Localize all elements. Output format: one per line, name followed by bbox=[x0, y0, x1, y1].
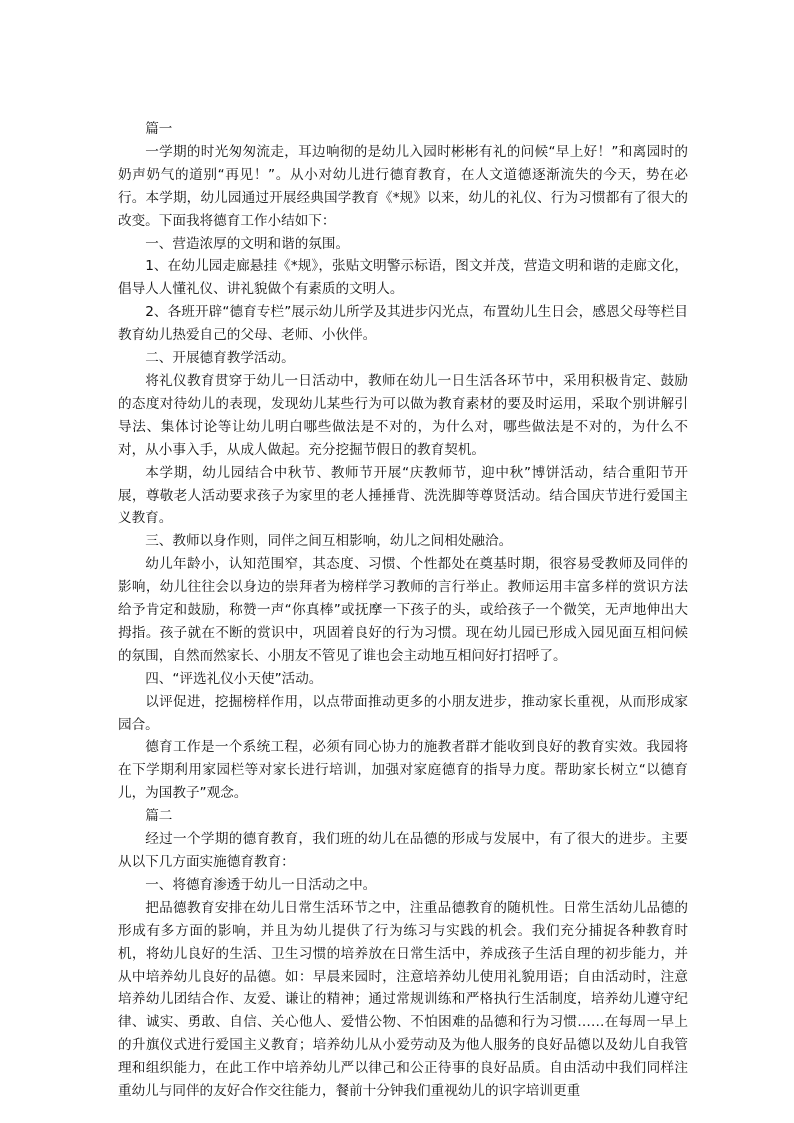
paragraph: 1、在幼儿园走廊悬挂《*规》，张贴文明警示标语，图文并茂，营造文明和谐的走廊文化，倡导人人懂礼仪、讲礼貌做个有素质的文明人。 bbox=[118, 258, 688, 298]
paragraph: 幼儿年龄小，认知范围窄，其态度、习惯、个性都处在奠基时期，很容易受教师及同伴的影响，幼儿往往会以身边的崇拜者为榜样学习教师的言行举止。教师运用丰富多样的赏识方法给予肯定和鼓励，称赞一声“你真棒”或抚摩一下孩子的头，或给孩子一个微笑，无声地伸出大拇指。孩子就在不断的赏识中，巩固着良好的行为习惯。现在幼儿园已形成入园见面互相问候的氛围，自然而然家长、小朋友不管见了谁也会主动地互相问好打招呼了。 bbox=[118, 556, 688, 664]
subheading: 四、“评选礼仪小天使”活动。 bbox=[145, 670, 323, 687]
paragraph: 把品德教育安排在幼儿日常生活环节之中，注重品德教育的随机性。日常生活幼儿品德的形成有多方面的影响，并且为幼儿提供了行为练习与实践的机会。我们充分捕捉各种教育时机，将幼儿良好的生活、卫生习惯的培养放在日常生活中，养成孩子生活自理的初步能力，并从中培养幼儿良好的品德。如：早晨来园时，注意培养幼儿使用礼貌用语；自由活动时，注意培养幼儿团结合作、友爱、谦让的精神；通过常规训练和严格执行生活制度，培养幼儿遵守纪律、诚实、勇敢、自信、关心他人、爱惜公物、不怕困难的品德和行为习惯……在每周一早上的升旗仪式进行爱国主义教育；培养幼儿从小爱劳动及为他人服务的良好品德以及幼儿自我管理和组织能力，在此工作中培养幼儿严以律己和公正待事的良好品质。自由活动中我们同样注重幼儿与同伴的友好合作交往能力，餐前十分钟我们重视幼儿的识字培训更重 bbox=[118, 899, 688, 1100]
paragraph: 经过一个学期的德育教育，我们班的幼儿在品德的形成与发展中，有了很大的进步。主要从以下几方面实施德育教育： bbox=[118, 831, 688, 870]
subheading: 二、开展德育教学活动。 bbox=[145, 350, 295, 367]
paragraph: 本学期，幼儿园结合中秋节、教师节开展“庆教师节，迎中秋”博饼活动，结合重阳节开展，尊敬老人活动要求孩子为家里的老人捶捶背、洗洗脚等尊贤活动。结合国庆节进行爱国主义教育。 bbox=[118, 464, 688, 527]
subheading: 三、教师以身作则，同伴之间互相影响，幼儿之间相处融洽。 bbox=[145, 533, 513, 550]
section-heading-1: 篇一 bbox=[145, 121, 173, 137]
paragraph: 一学期的时光匆匆流走，耳边响彻的是幼儿入园时彬彬有礼的问候“早上好！”和离园时的奶声奶气的道别“再见！”。从小对幼儿进行德育教育，在人文道德逐渐流失的今天，势在必行。本学期，幼儿园通过开展经典国学教育《*规》以来，幼儿的礼仪、行为习惯都有了很大的改变。下面我将德育工作小结如下： bbox=[118, 143, 688, 229]
document-body bbox=[118, 118, 688, 1103]
subheading: 一、营造浓厚的文明和谐的氛围。 bbox=[145, 235, 350, 252]
subheading: 一、将德育渗透于幼儿一日活动之中。 bbox=[145, 876, 377, 893]
paragraph: 将礼仪教育贯穿于幼儿一日活动中，教师在幼儿一日生活各环节中，采用积极肯定、鼓励的态度对待幼儿的表现，发现幼儿某些行为可以做为教育素材的要及时运用，采取个别讲解引导法、集体讨论等让幼儿明白哪些做法是不对的，为什么对，哪些做法是不对的，为什么不对，从小事入手，从成人做起。充分挖掘节假日的教育契机。 bbox=[118, 372, 688, 458]
section-heading-2: 篇二 bbox=[145, 808, 173, 825]
paragraph: 以评促进，挖掘榜样作用，以点带面推动更多的小朋友进步，推动家长重视，从而形成家园合。 bbox=[118, 693, 688, 733]
paragraph: 2、各班开辟“德育专栏”展示幼儿所学及其进步闪光点，布置幼儿生日会，感恩父母等栏目教育幼儿热爱自己的父母、老师、小伙伴。 bbox=[118, 304, 688, 344]
paragraph: 德育工作是一个系统工程，必须有同心协力的施教者群才能收到良好的教育实效。我园将在下学期利用家园栏等对家长进行培训，加强对家庭德育的指导力度。帮助家长树立“以德育儿，为国教子”观念。 bbox=[118, 739, 688, 802]
